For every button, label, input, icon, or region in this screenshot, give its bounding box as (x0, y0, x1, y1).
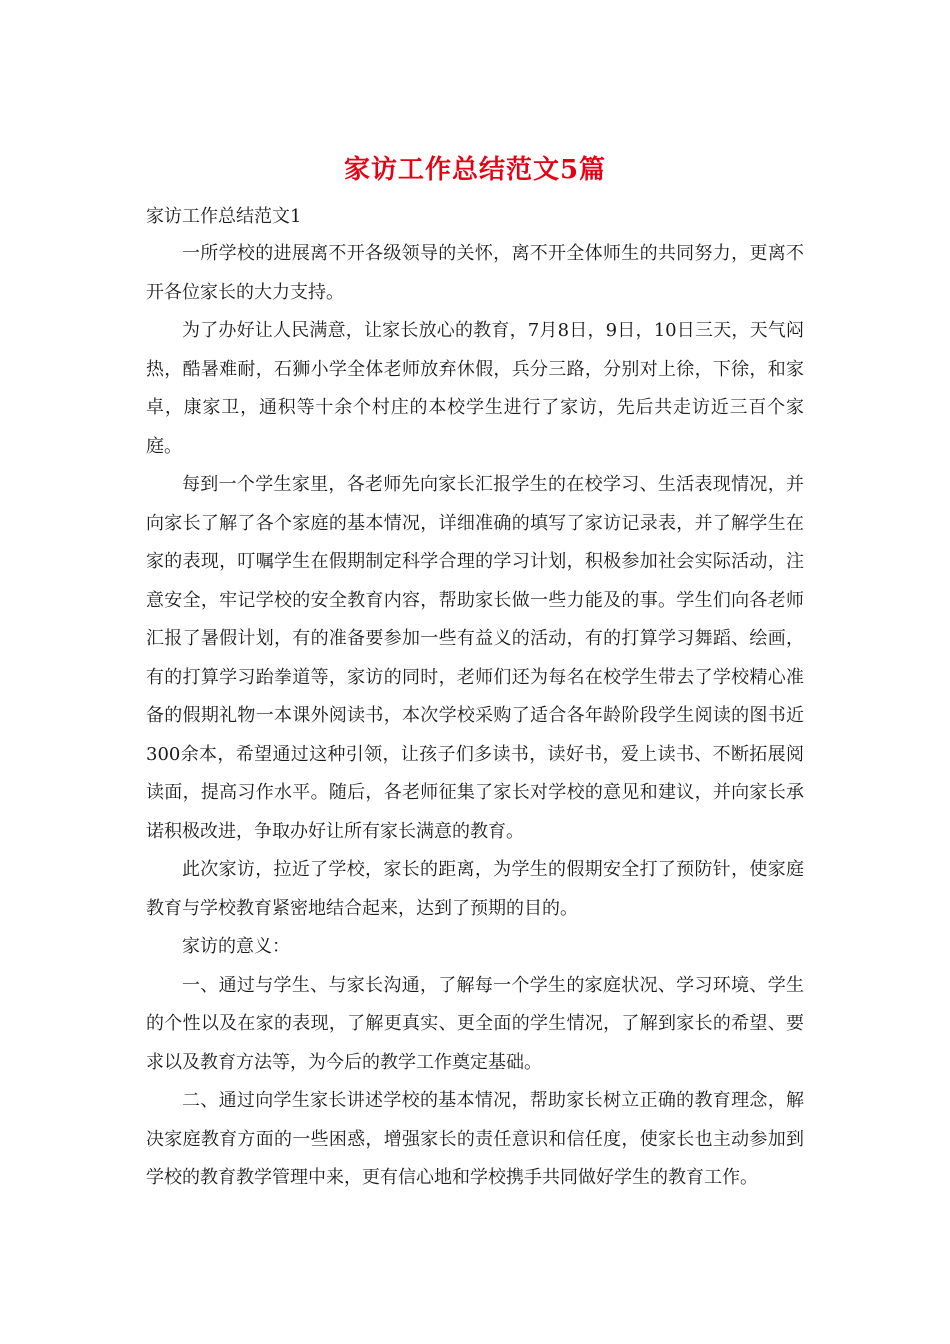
paragraph-1: 一所学校的进展离不开各级领导的关怀，离不开全体师生的共同努力，更离不开各位家长的大力支持。 (146, 243, 804, 303)
document-page (146, 150, 804, 1198)
paragraph-5-heading: 家访的意义： (182, 936, 290, 957)
paragraph-3: 每到一个学生家里，各老师先向家长汇报学生的在校学习、生活表现情况，并向家长了解了各个家庭的基本情况，详细准确的填写了家访记录表，并了解学生在家的表现，叮嘱学生在假期制定科学合理的学习计划，积极参加社会实际活动，注意安全，牢记学校的安全教育内容，帮助家长做一些力能及的事。学生们向各老师汇报了暑假计划，有的准备要参加一些有益义的活动，有的打算学习舞蹈、绘画，有的打算学习跆拳道等，家访的同时，老师们还为每名在校学生带去了学校精心准备的假期礼物一本课外阅读书，本次学校采购了适合各年龄阶段学生阅读的图书近300余本，希望通过这种引领，让孩子们多读书，读好书，爱上读书、不断拓展阅读面，提高习作水平。随后，各老师征集了家长对学校的意见和建议，并向家长承诺积极改进，争取办好让所有家长满意的教育。 (146, 474, 804, 842)
paragraph-4: 此次家访，拉近了学校，家长的距离，为学生的假期安全打了预防针，使家庭教育与学校教育紧密地结合起来，达到了预期的目的。 (146, 859, 804, 919)
document-title: 家访工作总结范文5篇 (343, 155, 607, 185)
section-title: 家访工作总结范文1 (146, 206, 302, 227)
paragraph-2: 为了办好让人民满意，让家长放心的教育，7月8日，9日，10日三天，天气闷热，酷暑难耐，石狮小学全体老师放弃休假，兵分三路，分别对上徐，下徐，和家卓，康家卫，通积等十余个村庄的本校学生进行了家访，先后共走访近三百个家庭。 (146, 320, 804, 457)
paragraph-6: 一、通过与学生、与家长沟通，了解每一个学生的家庭状况、学习环境、学生的个性以及在家的表现，了解更真实、更全面的学生情况，了解到家长的希望、要求以及教育方法等，为今后的教学工作奠定基础。 (146, 974, 804, 1073)
paragraph-7: 二、通过向学生家长讲述学校的基本情况，帮助家长树立正确的教育理念，解决家庭教育方面的一些困惑，增强家长的责任意识和信任度，使家长也主动参加到学校的教育教学管理中来，更有信心地和学校携手共同做好学生的教育工作。 (146, 1090, 804, 1188)
